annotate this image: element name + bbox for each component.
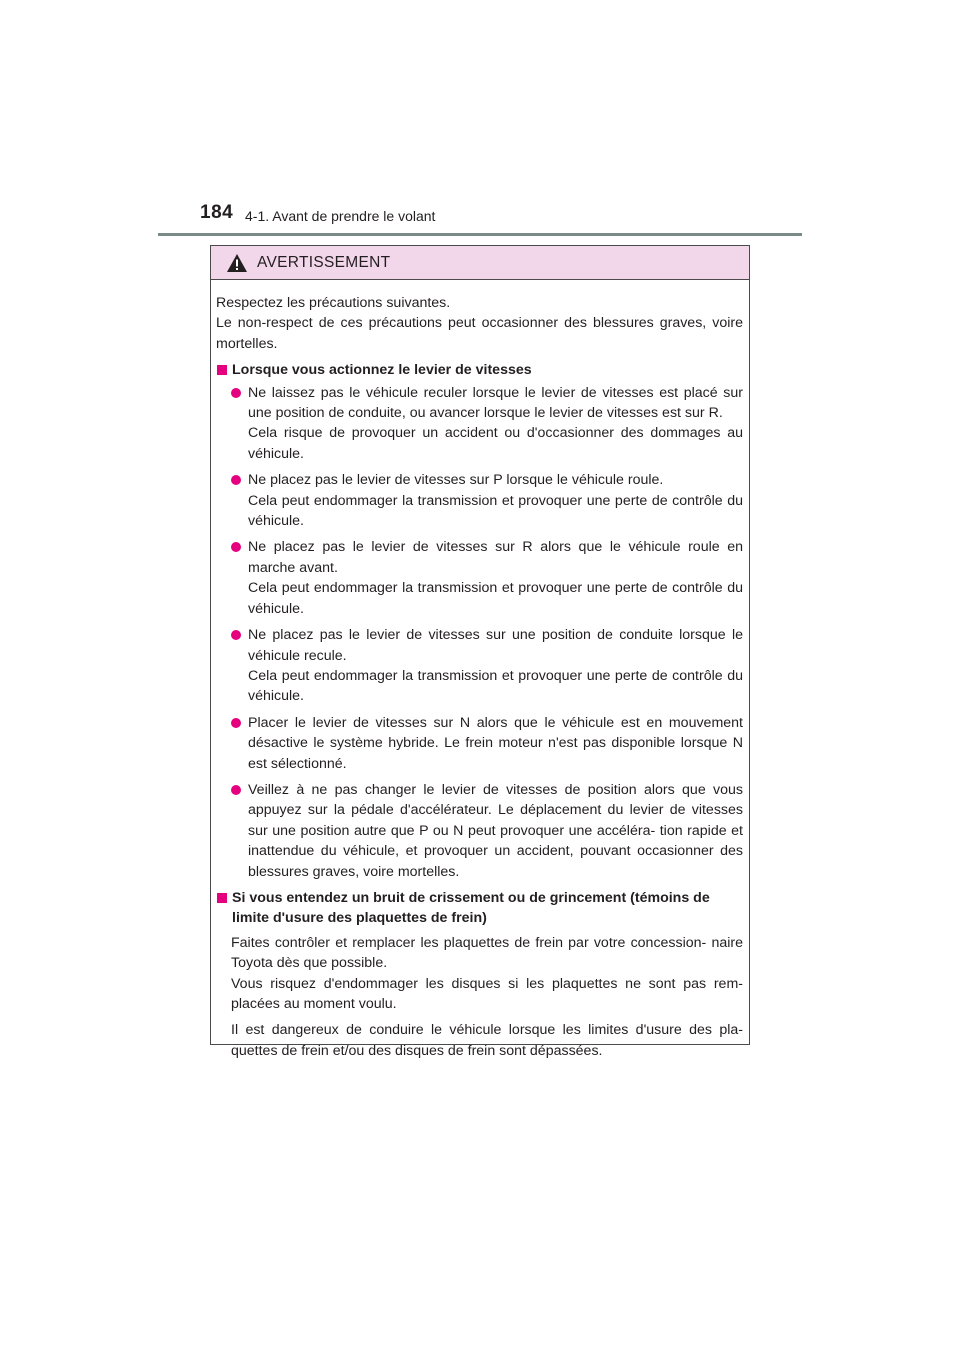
round-bullet-icon: [231, 785, 241, 795]
list-item-para: Veillez à ne pas changer le levier de vitesses de position alors que vous appuyez sur la pédale d'accélérateur. Le déplacement du levier de vitesses sur une position autre que P ou N peut provoquer une accéléra- tion rapide et inattendue du véhicule, et provoquer un accident, pouvant occasionner des blessures graves, voire mortelles.: [248, 781, 743, 880]
list-item-para: Cela risque de provoquer un accident ou d'occasionner des dommages au véhicule.: [248, 425, 743, 462]
square-bullet-icon: [217, 893, 227, 903]
intro-line: Respectez les précautions suivantes.: [216, 295, 451, 311]
bullet-list: [216, 383, 743, 882]
warning-intro: [216, 293, 743, 354]
list-item-para: Cela peut endommager la transmission et provoquer une perte de contrôle du véhicule.: [248, 667, 743, 705]
list-item-para: Cela peut endommager la transmission et provoquer une perte de contrôle du véhicule.: [248, 492, 743, 530]
section-heading-text: Lorsque vous actionnez le levier de vitesses: [232, 362, 532, 379]
intro-paragraph: Le non-respect de ces précautions peut occasionner des blessures graves, voire mortelles.: [216, 315, 743, 352]
list-item-para: Ne laissez pas le véhicule reculer lorsque le levier de vitesses est placé sur une position de conduite, ou avancer lorsque le levier de vitesses est sur R.: [248, 384, 743, 422]
list-item: [216, 470, 743, 531]
list-item: [216, 780, 743, 882]
section-para: Vous risquez d'endommager les disques si les plaquettes ne sont pas rem- placées au moment voulu.: [231, 975, 743, 1012]
list-item-para: Ne placez pas le levier de vitesses sur une position de conduite lorsque le véhicule recule.: [248, 627, 743, 664]
list-item-text: [248, 780, 743, 882]
list-item-text: [248, 470, 743, 531]
section-text: [216, 933, 743, 1061]
warning-body: [211, 280, 749, 1061]
round-bullet-icon: [231, 388, 241, 398]
warning-title: AVERTISSEMENT: [257, 253, 391, 271]
list-item-text: [248, 383, 743, 465]
list-item-para: Placer le levier de vitesses sur N alors que le véhicule est en mouvement désactive le système hybride. Le frein moteur n'est pas disponible lorsque N est sélectionné.: [248, 714, 743, 772]
round-bullet-icon: [231, 630, 241, 640]
list-item-text: [248, 625, 743, 707]
page-number: 184: [200, 202, 234, 223]
header-divider: [158, 233, 802, 236]
warning-header: [211, 246, 749, 280]
square-bullet-icon: [217, 365, 227, 375]
list-item: [216, 713, 743, 774]
section-para: Faites contrôler et remplacer les plaquettes de frein par votre concession- naire Toyota dès que possible.: [231, 934, 743, 972]
list-item-para: Ne placez pas le levier de vitesses sur R alors que le véhicule roule en marche avant.: [248, 539, 743, 576]
section-title: 4-1. Avant de prendre le volant: [245, 208, 436, 224]
round-bullet-icon: [231, 542, 241, 552]
list-item: [216, 383, 743, 465]
list-item: [216, 537, 743, 619]
round-bullet-icon: [231, 475, 241, 485]
list-item: [216, 625, 743, 707]
list-item-para: Ne placez pas le levier de vitesses sur P lorsque le véhicule roule.: [248, 472, 664, 489]
warning-box: [210, 245, 750, 1059]
list-item-para: Cela peut endommager la transmission et provoquer une perte de contrôle du véhicule.: [248, 580, 743, 617]
list-item-text: [248, 713, 743, 774]
warning-triangle-icon: [226, 253, 248, 273]
section-heading-text: Si vous entendez un bruit de crissement ou de grincement (témoins de limite d'usure des plaquettes de frein): [232, 889, 710, 927]
list-item-text: [248, 537, 743, 619]
section-para: Il est dangereux de conduire le véhicule lorsque les limites d'usure des pla- quettes de frein et/ou des disques de frein sont dépassées.: [231, 1022, 743, 1059]
section-heading: [216, 360, 743, 380]
round-bullet-icon: [231, 718, 241, 728]
section-heading: [216, 888, 743, 929]
